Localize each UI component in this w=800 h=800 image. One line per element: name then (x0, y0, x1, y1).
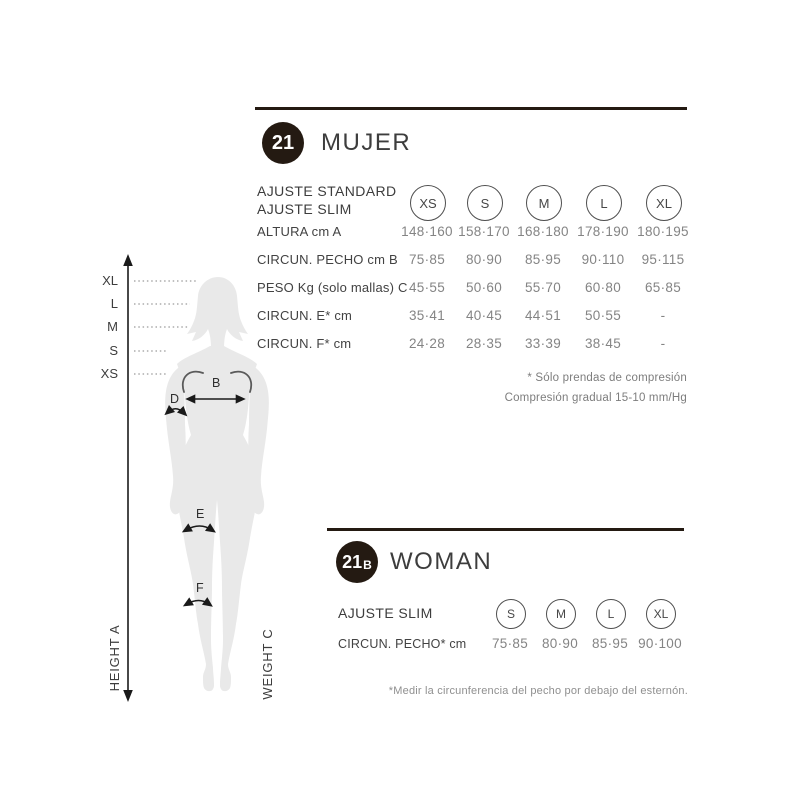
row-label-pecho: CIRCUN. PECHO cm B (257, 252, 398, 267)
badge-number: 21 (342, 551, 363, 572)
section-divider-mujer (255, 107, 687, 110)
measure-note-woman: *Medir la circunferencia del pecho por debajo del esternón. (388, 685, 688, 697)
height-axis-arrow-icon (123, 254, 133, 702)
size-marker-l: L (110, 296, 118, 311)
cell-value: 33·39 (524, 336, 562, 351)
cell-value: 38·45 (584, 336, 622, 351)
fit-type-labels (257, 182, 397, 218)
compression-note-2: Compresión gradual 15-10 mm/Hg (504, 392, 687, 404)
row-label-peso: PESO Kg (solo mallas) C (257, 280, 408, 295)
size-circle-m: M (546, 599, 576, 629)
table-row (257, 335, 693, 353)
cell-value: 24·28 (408, 336, 446, 351)
cell-value: 60·80 (584, 280, 622, 295)
cell-value: - (660, 308, 666, 323)
row-label-pecho-woman: CIRCUN. PECHO* cm (338, 637, 467, 651)
size-circle-l: L (586, 185, 622, 221)
size-marker-xl: XL (102, 273, 118, 288)
row-label-circun-f: CIRCUN. F* cm (257, 336, 352, 351)
cell-value: 75·85 (491, 636, 529, 651)
section-badge-21 (262, 122, 304, 164)
cell-value: 168·180 (517, 224, 569, 239)
cell-value: 85·95 (591, 636, 629, 651)
height-axis-label: HEIGHT A (107, 624, 122, 692)
cell-value: 44·51 (524, 308, 562, 323)
female-figure-icon (165, 277, 269, 691)
size-circle-l: L (596, 599, 626, 629)
cell-value: 85·95 (524, 252, 562, 267)
compression-note-1: * Sólo prendas de compresión (527, 372, 687, 384)
section-divider-woman (327, 528, 684, 531)
cell-value: 65·85 (644, 280, 682, 295)
size-circle-xl: XL (646, 185, 682, 221)
section-title-woman: WOMAN (390, 548, 493, 575)
section-title-mujer: MUJER (321, 129, 412, 156)
table-row (338, 635, 684, 653)
cell-value: 40·45 (465, 308, 503, 323)
weight-axis-label: WEIGHT C (260, 628, 275, 700)
size-marker-m: M (107, 319, 118, 334)
arm-measure-label: D (170, 392, 180, 406)
cell-value: 75·85 (408, 252, 446, 267)
cell-value: - (660, 336, 666, 351)
row-label-circun-e: CIRCUN. E* cm (257, 308, 353, 323)
size-circle-xl: XL (646, 599, 676, 629)
cell-value: 178·190 (577, 224, 629, 239)
table-row (257, 307, 693, 325)
table-row (257, 251, 693, 269)
fit-slim-label: AJUSTE SLIM (257, 201, 352, 217)
size-circle-s: S (496, 599, 526, 629)
section-badge-21b (336, 541, 378, 583)
size-circle-xs: XS (410, 185, 446, 221)
cell-value: 55·70 (524, 280, 562, 295)
cell-value: 80·90 (541, 636, 579, 651)
row-label-altura: ALTURA cm A (257, 224, 342, 239)
table-row (257, 279, 693, 297)
calf-measure-label: F (196, 581, 204, 595)
thigh-measure-label: E (196, 507, 205, 521)
badge-suffix: B (363, 558, 372, 572)
size-circle-m: M (526, 185, 562, 221)
cell-value: 158·170 (458, 224, 510, 239)
size-marker-s: S (109, 343, 118, 358)
cell-value: 148·160 (401, 224, 453, 239)
cell-value: 90·110 (581, 252, 625, 267)
fit-slim-label-woman: AJUSTE SLIM (338, 605, 433, 621)
cell-value: 90·100 (638, 636, 682, 651)
cell-value: 50·60 (465, 280, 503, 295)
cell-value: 50·55 (584, 308, 622, 323)
cell-value: 180·195 (637, 224, 689, 239)
badge-number: 21 (271, 131, 295, 154)
cell-value: 95·115 (641, 252, 685, 267)
bust-measure-label: B (212, 376, 221, 390)
cell-value: 35·41 (408, 308, 446, 323)
table-row (257, 223, 693, 241)
fit-standard-label: AJUSTE STANDARD (257, 183, 397, 199)
size-marker-xs: XS (100, 366, 118, 381)
cell-value: 28·35 (465, 336, 503, 351)
size-circle-s: S (467, 185, 503, 221)
cell-value: 80·90 (465, 252, 503, 267)
cell-value: 45·55 (408, 280, 446, 295)
